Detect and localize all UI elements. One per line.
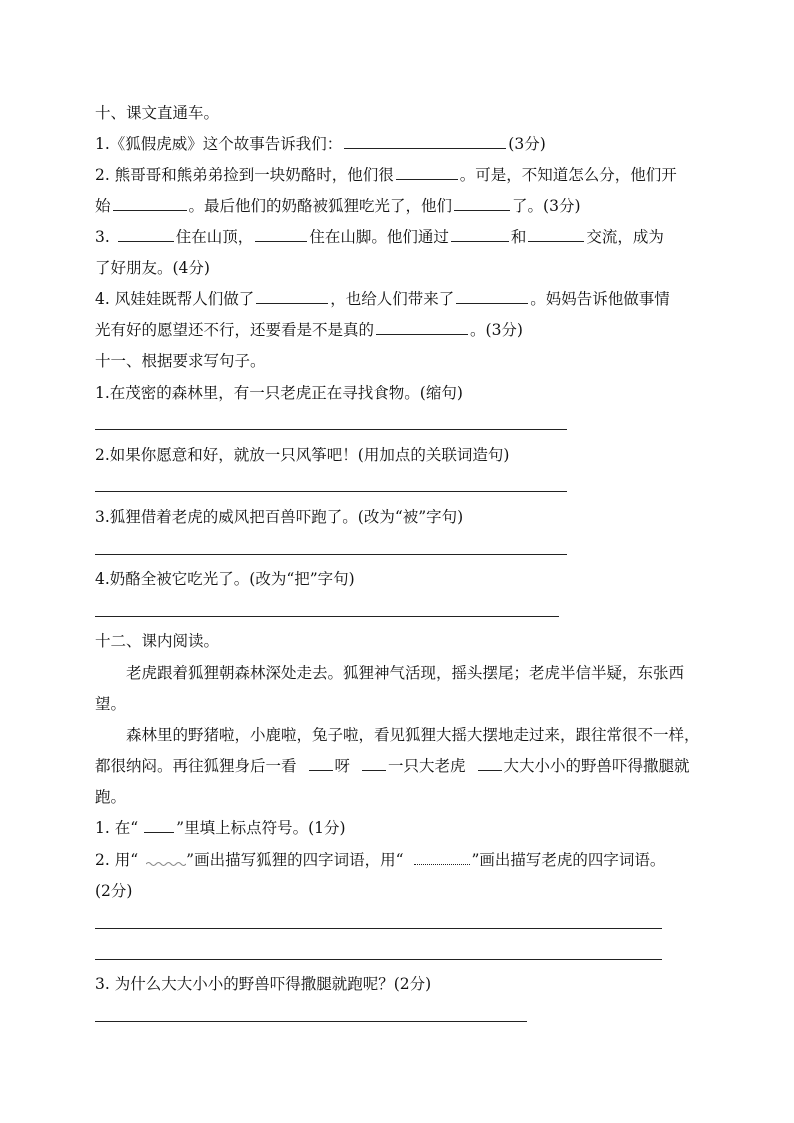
s12-q2-text-b: ”画出描写狐狸的四字词语，用“ [186, 851, 404, 869]
wavy-underline-icon [146, 851, 186, 865]
passage-para-2-line-1: 森林里的野猪啦，小鹿啦，兔子啦，看见狐狸大摇大摆地走过来，跟往常很不一样， [126, 726, 700, 744]
passage-para-2-line-2 [95, 756, 690, 776]
section-11-item-4: 4.奶酪全被它吃光了。(改为“把”字句) [95, 570, 355, 588]
q4-text-e: 。(3分) [470, 321, 523, 339]
s12-q2-text-a: 2. 用“ [95, 851, 139, 869]
section-12-question-3: 3. 为什么大大小小的野兽吓得撒腿就跑呢？(2分) [95, 975, 432, 993]
q3-text-b: 住在山顶， [175, 228, 254, 246]
punct-blank-1[interactable] [309, 756, 333, 771]
q2-blank-1[interactable] [396, 165, 458, 180]
section-10-question-1 [95, 134, 546, 154]
passage-text-c: 一只大老虎 [388, 757, 466, 775]
section-12-question-2-line-2: (2分) [95, 882, 133, 900]
s12-q1-text-a: 1. 在“ [95, 819, 139, 837]
punct-blank-3[interactable] [478, 756, 502, 771]
section-12-question-2-line-1 [95, 850, 665, 870]
q2-text-e: 了。(3分) [512, 197, 581, 215]
q3-text-e: 交流，成为 [586, 228, 664, 246]
q3-text-a: 3. [95, 228, 110, 246]
q3-blank-3[interactable] [451, 227, 509, 242]
q4-blank-2[interactable] [456, 289, 528, 304]
answer-line-12-3[interactable] [95, 1021, 527, 1022]
section-10-question-4-line-1 [95, 289, 670, 309]
passage-text-b: 呀 [334, 757, 351, 775]
passage-para-2-line-3: 跑。 [95, 788, 127, 806]
q2-text-a: 2. 熊哥哥和熊弟弟捡到一块奶酪时，他们很 [95, 166, 394, 184]
q4-text-d: 光有好的愿望还不行，还要看是不是真的 [95, 321, 375, 339]
punct-blank-2[interactable] [362, 756, 386, 771]
passage-text-d: 大大小小的野兽吓得撒腿就 [503, 757, 690, 775]
q4-text-b: ，也给人们带来了 [330, 290, 455, 308]
section-10-heading: 十、课文直通车。 [95, 104, 220, 122]
dotted-underline-icon [414, 850, 470, 865]
q2-blank-2[interactable] [113, 196, 187, 211]
s12-q1-sample-blank [144, 818, 174, 833]
passage-text-a: 都很纳闷。再往狐狸身后一看 [95, 757, 297, 775]
answer-line-12-2a[interactable] [95, 928, 662, 929]
passage-para-1-line-2: 望。 [95, 695, 127, 713]
q2-text-d: 。最后他们的奶酪被狐狸吃光了，他们 [188, 197, 453, 215]
answer-line-12-2b[interactable] [95, 959, 662, 960]
passage-para-1-line-1: 老虎跟着狐狸朝森林深处走去。狐狸神气活现，摇头摆尾；老虎半信半疑，东张西 [126, 664, 685, 682]
answer-line-11-2[interactable] [95, 491, 567, 492]
q4-blank-1[interactable] [256, 289, 328, 304]
section-11-heading: 十一、根据要求写句子。 [95, 352, 266, 370]
section-11-item-2: 2.如果你愿意和好，就放一只风筝吧！(用加点的关联词造句) [95, 446, 510, 464]
q3-blank-2[interactable] [255, 227, 307, 242]
q1-blank[interactable] [344, 134, 506, 149]
section-11-item-1: 1.在茂密的森林里，有一只老虎正在寻找食物。(缩句) [95, 384, 463, 402]
q4-text-a: 4. 风娃娃既帮人们做了 [95, 290, 255, 308]
q1-text: 1.《狐假虎威》这个故事告诉我们： [95, 135, 343, 153]
section-10-question-3-line-1 [95, 227, 664, 247]
section-10-question-2-line-2 [95, 196, 581, 216]
q2-text-c: 始 [95, 197, 111, 215]
q4-blank-3[interactable] [376, 320, 468, 335]
answer-line-11-4[interactable] [95, 616, 559, 617]
section-12-heading: 十二、课内阅读。 [95, 632, 220, 650]
q1-score: (3分) [508, 135, 546, 153]
section-10-question-3-line-2: 了好朋友。(4分) [95, 259, 210, 277]
section-10-question-4-line-2 [95, 320, 523, 340]
q2-blank-3[interactable] [454, 196, 510, 211]
q3-blank-4[interactable] [528, 227, 584, 242]
section-11-item-3: 3.狐狸借着老虎的威风把百兽吓跑了。(改为“被”字句) [95, 508, 464, 526]
q3-blank-1[interactable] [118, 227, 174, 242]
section-12-question-1 [95, 818, 346, 838]
q4-text-c: 。妈妈告诉他做事情 [530, 290, 670, 308]
s12-q2-text-c: ”画出描写老虎的四字词语。 [471, 851, 666, 869]
section-10-question-2-line-1 [95, 165, 677, 185]
answer-line-11-1[interactable] [95, 429, 567, 430]
s12-q1-text-b: ”里填上标点符号。(1分) [176, 819, 346, 837]
q2-text-b: 。可是，不知道怎么分，他们开 [459, 166, 677, 184]
q3-text-c: 住在山脚。他们通过 [309, 228, 449, 246]
q3-text-d: 和 [510, 228, 527, 246]
answer-line-11-3[interactable] [95, 554, 567, 555]
